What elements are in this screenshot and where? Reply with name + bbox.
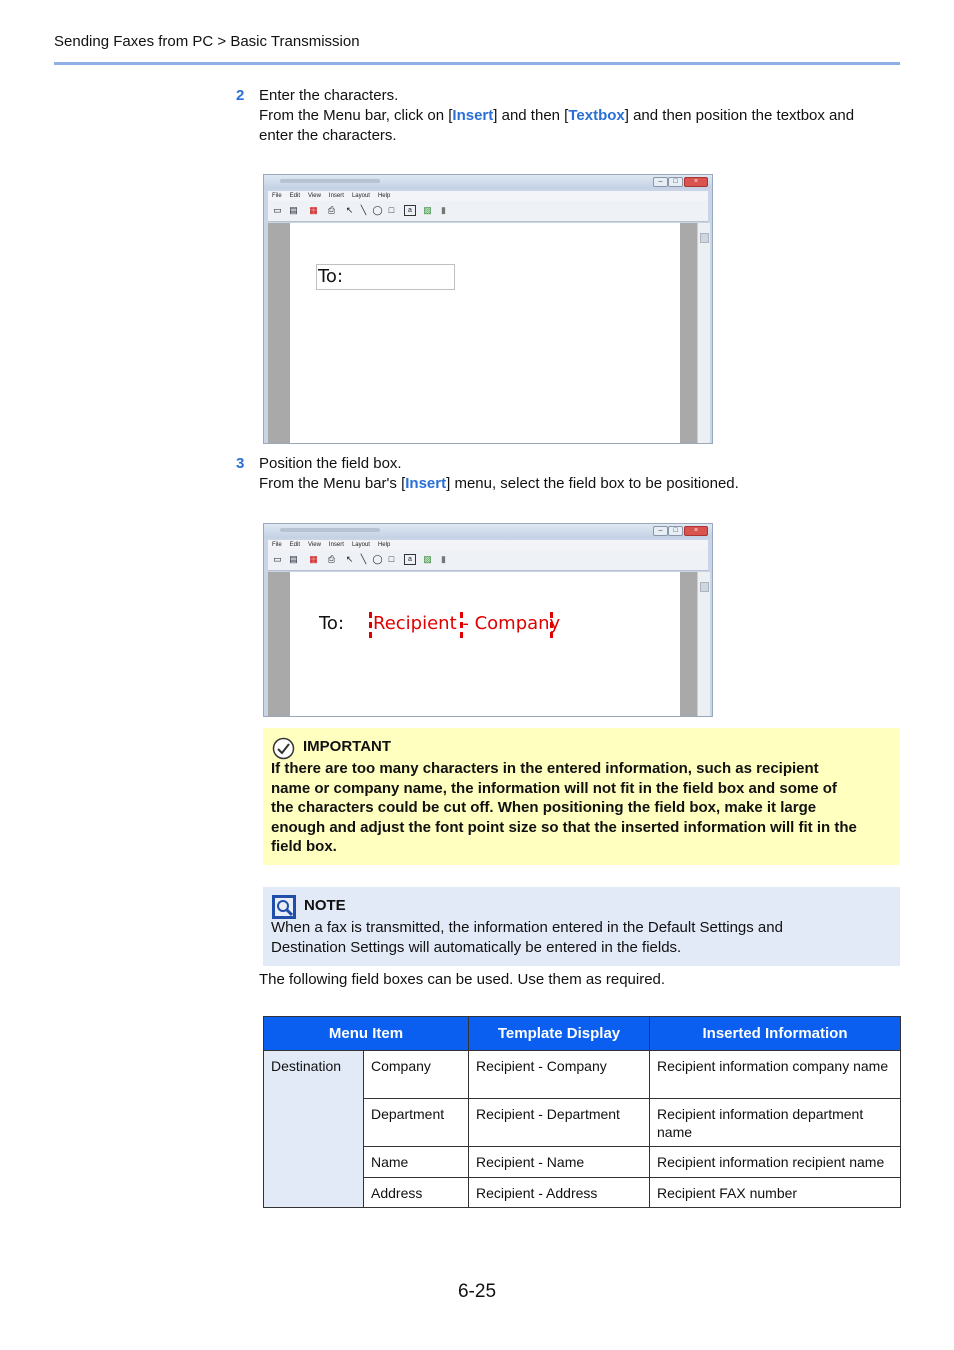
table-cell: Recipient information recipient name <box>650 1147 901 1178</box>
screenshot-textbox <box>263 174 713 444</box>
open-icon: ▤ <box>289 205 298 215</box>
table-cell: Recipient FAX number <box>650 1178 901 1208</box>
minimize-icon: – <box>653 177 668 187</box>
text-fragment: ] and then position the textbox and <box>624 107 855 124</box>
step-2-text <box>259 86 909 146</box>
text-fragment: From the Menu bar's [ <box>259 475 406 492</box>
selection-edge <box>369 612 375 638</box>
important-line: enough and adjust the font point size so that the inserted information will fit in the <box>271 818 857 836</box>
field-box-table <box>263 1016 901 1208</box>
table-intro: The following field boxes can be used. Use them as required. <box>259 971 666 988</box>
menu-bar <box>268 191 708 201</box>
table-header-row <box>264 1017 901 1051</box>
breadcrumb: Sending Faxes from PC > Basic Transmission <box>54 33 360 50</box>
scrollbar <box>697 572 710 716</box>
close-icon: × <box>684 526 708 536</box>
textbox-icon: a <box>404 554 416 565</box>
window-titlebar <box>264 524 712 538</box>
field-icon: ▮ <box>441 554 446 564</box>
menu-keyword-textbox: Textbox <box>568 107 625 124</box>
ellipse-icon: ◯ <box>372 205 383 215</box>
menu-view: View <box>308 542 321 548</box>
image-icon: ▨ <box>423 554 432 564</box>
important-heading: IMPORTANT <box>303 738 392 755</box>
menu-help: Help <box>377 193 391 199</box>
page-number: 6-25 <box>457 1281 497 1302</box>
checkmark-icon <box>272 737 295 760</box>
important-line: field box. <box>271 838 337 855</box>
new-icon: ▭ <box>273 205 282 215</box>
note-callout <box>263 887 900 966</box>
menu-edit: Edit <box>289 193 301 199</box>
note-icon <box>272 895 296 919</box>
screenshot-field-box <box>263 523 713 717</box>
menu-file: File <box>272 193 282 199</box>
menu-insert: Insert <box>328 542 344 548</box>
save-icon: ▦ <box>309 554 318 564</box>
window-title <box>280 179 380 183</box>
note-line: When a fax is transmitted, the information entered in the Default Settings and <box>271 919 783 936</box>
step-instruction <box>259 106 909 126</box>
step-instruction-cont: enter the characters. <box>259 127 397 144</box>
note-line: Destination Settings will automatically be entered in the fields. <box>271 938 682 956</box>
table-row <box>264 1051 901 1099</box>
menu-insert: Insert <box>328 193 344 199</box>
selection-edge <box>460 612 466 638</box>
step-title: Enter the characters. <box>259 87 399 104</box>
minimize-icon: – <box>653 526 668 536</box>
toolbar <box>268 550 708 571</box>
step-3-text <box>259 454 909 494</box>
step-number: 2 <box>236 87 245 104</box>
table-cell: Name <box>364 1147 469 1178</box>
open-icon: ▤ <box>289 554 298 564</box>
note-body <box>271 918 896 957</box>
menu-edit: Edit <box>289 542 301 548</box>
window-titlebar <box>264 175 712 189</box>
new-icon: ▭ <box>273 554 282 564</box>
column-header: Template Display <box>469 1017 650 1051</box>
step-instruction <box>259 474 909 494</box>
text-fragment: ] and then [ <box>493 107 569 124</box>
group-cell: Destination <box>264 1051 364 1208</box>
text-fragment: From the Menu bar, click on [ <box>259 107 453 124</box>
image-icon: ▨ <box>423 205 432 215</box>
maximize-icon: □ <box>668 177 683 187</box>
menu-keyword-insert: Insert <box>405 475 447 492</box>
recipient-company-field-box <box>371 612 561 638</box>
column-header: Menu Item <box>264 1017 469 1051</box>
important-body <box>271 759 896 857</box>
table-cell: Department <box>364 1099 469 1147</box>
table-cell: Recipient - Name <box>469 1147 650 1178</box>
textbox <box>316 264 455 290</box>
text-fragment: ] menu, select the field box to be positioned. <box>446 475 739 492</box>
scroll-thumb <box>700 233 709 243</box>
print-icon: ⎙ <box>327 554 336 564</box>
pointer-icon: ↖ <box>345 205 354 215</box>
close-icon: × <box>684 177 708 187</box>
header-divider <box>54 62 900 65</box>
important-line: name or company name, the information will not fit in the field box and some of <box>271 779 837 797</box>
table-cell: Recipient - Address <box>469 1178 650 1208</box>
maximize-icon: □ <box>668 526 683 536</box>
table-cell: Company <box>364 1051 469 1099</box>
table-cell: Address <box>364 1178 469 1208</box>
right-margin <box>680 223 698 443</box>
table-cell: Recipient - Company <box>469 1051 650 1099</box>
table-cell: Recipient - Department <box>469 1099 650 1147</box>
step-number: 3 <box>236 455 245 472</box>
table-cell: Recipient information company name <box>650 1051 901 1099</box>
menu-layout: Layout <box>351 193 370 199</box>
important-callout <box>263 728 900 865</box>
menu-file: File <box>272 542 282 548</box>
menu-help: Help <box>377 542 391 548</box>
print-icon: ⎙ <box>327 205 336 215</box>
left-margin <box>268 572 290 716</box>
scrollbar <box>697 223 710 443</box>
menu-view: View <box>308 193 321 199</box>
selection-edge <box>550 612 556 638</box>
textbox-icon: a <box>404 205 416 216</box>
step-title: Position the field box. <box>259 455 402 472</box>
window-title <box>280 528 380 532</box>
right-margin <box>680 572 698 716</box>
menu-layout: Layout <box>351 542 370 548</box>
save-icon: ▦ <box>309 205 318 215</box>
field-text: Recipient - Company <box>373 613 561 634</box>
scroll-thumb <box>700 582 709 592</box>
menu-bar <box>268 540 708 550</box>
important-line: the characters could be cut off. When positioning the field box, make it large <box>271 799 817 816</box>
column-header: Inserted Information <box>650 1017 901 1051</box>
field-icon: ▮ <box>441 205 446 215</box>
line-icon: ╲ <box>360 205 367 215</box>
left-margin <box>268 223 290 443</box>
cover-page-canvas <box>290 223 680 443</box>
to-label: To: <box>318 266 344 287</box>
pointer-icon: ↖ <box>345 554 354 564</box>
rectangle-icon: □ <box>388 205 395 215</box>
line-icon: ╲ <box>360 554 367 564</box>
important-line: If there are too many characters in the entered information, such as recipient <box>271 760 819 777</box>
cover-page-canvas <box>290 572 680 716</box>
rectangle-icon: □ <box>388 554 395 564</box>
ellipse-icon: ◯ <box>372 554 383 564</box>
to-label: To: <box>319 613 345 634</box>
toolbar <box>268 201 708 222</box>
menu-keyword-insert: Insert <box>452 107 494 124</box>
table-cell: Recipient information department name <box>650 1099 901 1147</box>
note-heading: NOTE <box>304 897 346 914</box>
